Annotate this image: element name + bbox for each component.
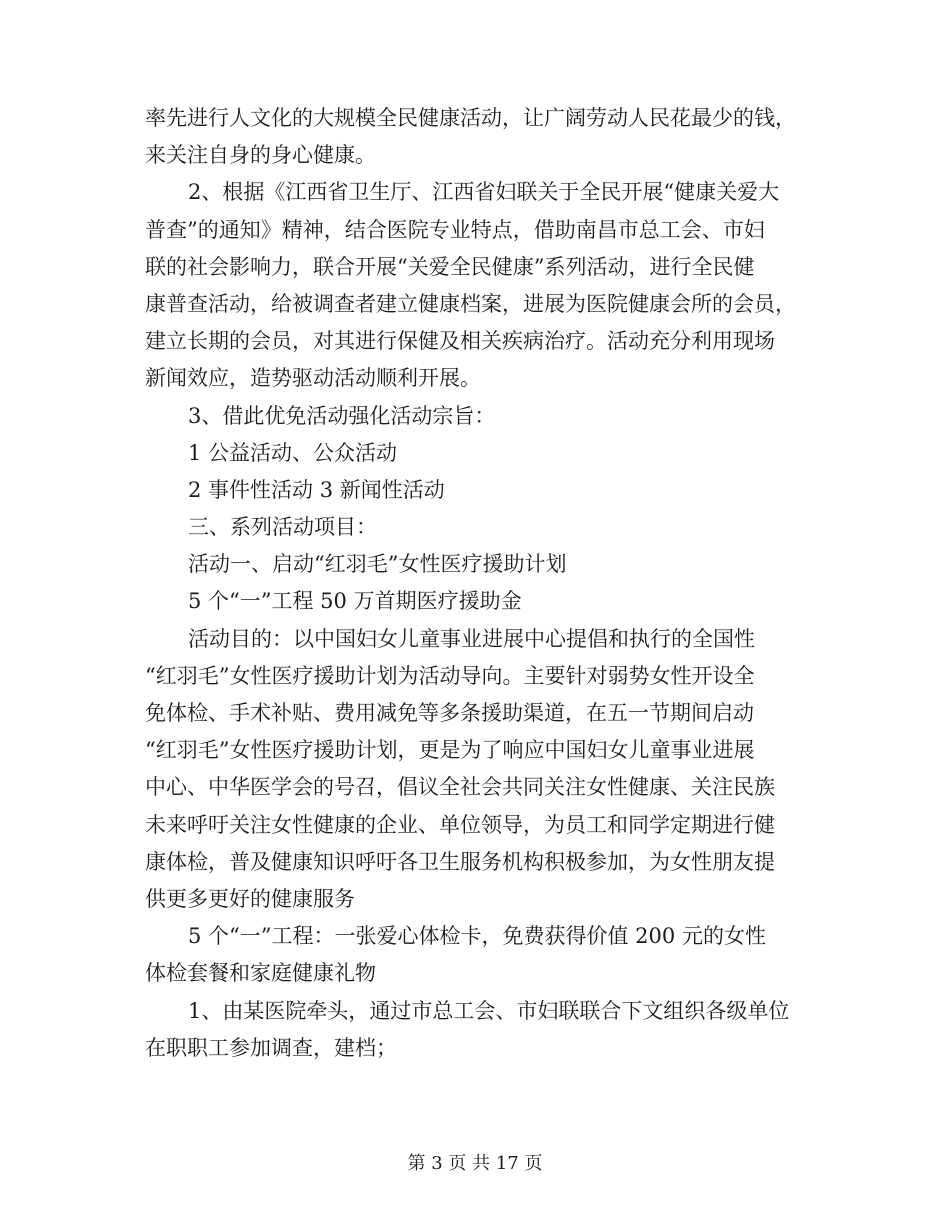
text-line: 来关注自身的身心健康。 [145, 143, 376, 168]
text-line: 未来呼吁关注女性健康的企业、单位领导，为员工和同学定期进行健 [145, 812, 775, 837]
text-line: 新闻效应，造势驱动活动顺利开展。 [145, 366, 481, 391]
text-line: 3、借此优免活动强化活动宗旨： [188, 403, 496, 428]
text-line: 免体检、手术补贴、费用减免等多条援助渠道，在五一节期间启动 [145, 701, 754, 725]
text-line: 康普查活动，给被调查者建立健康档案，进展为医院健康会所的会员， [145, 291, 796, 316]
text-line: 供更多更好的健康服务 [145, 886, 355, 911]
text-line: “红羽毛”女性医疗援助计划，更是为了响应中国妇女儿童事业进展 [145, 738, 755, 763]
document-body [145, 100, 815, 1067]
text-line: 联的社会影响力，联合开展“关爱全民健康”系列活动，进行全民健 [145, 254, 755, 279]
page-footer: 第 3 页 共 17 页 [407, 1153, 543, 1174]
text-line: 1、由某医院牵头，通过市总工会、市妇联联合下文组织各级单位 [188, 998, 790, 1023]
text-line: 1 公益活动、公众活动 [188, 440, 398, 465]
text-line: 活动目的：以中国妇女儿童事业进展中心提倡和执行的全国性 [188, 626, 755, 651]
text-line: “红羽毛”女性医疗援助计划为活动导向。主要针对弱势女性开设全 [145, 663, 755, 688]
text-line: 中心、中华医学会的号召，倡议全社会共同关注女性健康、关注民族 [145, 775, 775, 800]
text-line: 率先进行人文化的大规模全民健康活动，让广阔劳动人民花最少的钱， [145, 106, 796, 130]
text-line: 康体检，普及健康知识呼吁各卫生服务机构积极参加，为女性朋友提 [145, 849, 775, 874]
text-line: 普查”的通知》精神，结合医院专业特点，借助南昌市总工会、市妇 [145, 217, 765, 242]
text-line: 建立长期的会员，对其进行保健及相关疾病治疗。活动充分利用现场 [145, 329, 775, 354]
text-line: 2 事件性活动 3 新闻性活动 [188, 477, 445, 502]
text-line: 在职职工参加调查，建档； [145, 1035, 397, 1060]
text-line: 5 个“一”工程：一张爱心体检卡，免费获得价值 200 元的女性 [188, 924, 766, 949]
text-line: 活动一、启动“红羽毛”女性医疗援助计划 [188, 552, 567, 577]
text-line: 三、系列活动项目： [188, 515, 377, 540]
text-line: 2、根据《江西省卫生厅、江西省妇联关于全民开展“健康关爱大 [188, 180, 780, 205]
text-line: 体检套餐和家庭健康礼物 [145, 961, 376, 986]
text-line: 5 个“一”工程 50 万首期医疗援助金 [188, 589, 522, 614]
